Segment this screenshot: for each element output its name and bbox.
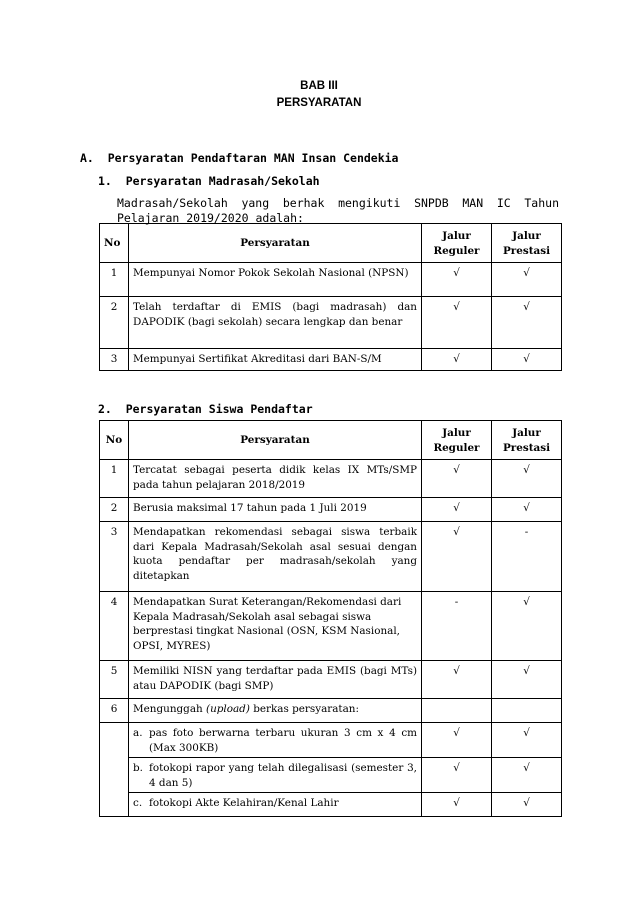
row-regular-mark: √ (422, 498, 492, 522)
section-a-heading: A. Persyaratan Pendaftaran MAN Insan Cendekia (80, 151, 399, 165)
upload-text-pre: Mengunggah (133, 703, 207, 715)
row-regular-mark: √ (422, 723, 492, 758)
header-no: No (100, 224, 129, 263)
row-number: 3 (100, 522, 129, 592)
row-requirement: Telah terdaftar di EMIS (bagi madrasah) dan DAPODIK (bagi sekolah) secara lengkap dan benar (129, 297, 422, 349)
row-requirement: Mempunyai Sertifikat Akreditasi dari BAN-S/M (129, 349, 422, 371)
header-achievement: Jalur Prestasi (492, 421, 562, 460)
table-row (100, 263, 562, 297)
sub-item-row (100, 758, 562, 793)
sub-item (129, 793, 422, 817)
subsection-1-heading: 1. Persyaratan Madrasah/Sekolah (98, 174, 320, 188)
table-row (100, 661, 562, 699)
header-no: No (100, 421, 129, 460)
row-number: 4 (100, 592, 129, 661)
row-number: 2 (100, 297, 129, 349)
row-achievement-mark: √ (492, 758, 562, 793)
table-row (100, 349, 562, 371)
table-row (100, 522, 562, 592)
row-achievement-mark: √ (492, 661, 562, 699)
sub-item-label: a. (133, 727, 143, 739)
row-number: 6 (100, 699, 129, 723)
row-number (100, 723, 129, 758)
row-requirement: Mempunyai Nomor Pokok Sekolah Nasional (NPSN) (129, 263, 422, 297)
header-achievement: Jalur Prestasi (492, 224, 562, 263)
table-row (100, 297, 562, 349)
chapter-title: PERSYARATAN (276, 97, 362, 109)
sub-item-row (100, 793, 562, 817)
table-header-row (100, 224, 562, 263)
sub-item (129, 723, 422, 758)
sub-item-text: fotokopi rapor yang telah dilegalisasi (semester 3, 4 dan 5) (149, 762, 417, 789)
table-row (100, 498, 562, 522)
row-regular-mark: √ (422, 297, 492, 349)
header-regular: Jalur Reguler (422, 224, 492, 263)
row-regular-mark: √ (422, 661, 492, 699)
header-regular: Jalur Reguler (422, 421, 492, 460)
row-requirement: Memiliki NISN yang terdaftar pada EMIS (bagi MTs) atau DAPODIK (bagi SMP) (129, 661, 422, 699)
upload-text-em: (upload) (206, 703, 250, 715)
row-number: 2 (100, 498, 129, 522)
row-requirement: Mendapatkan rekomendasi sebagai siswa terbaik dari Kepala Madrasah/Sekolah asal sesuai dengan kuota pendaftar per madrasah/sekolah yang ditetapkan (129, 522, 422, 592)
sub-item-label: b. (133, 762, 143, 774)
row-achievement-mark: - (492, 522, 562, 592)
row-achievement-mark: √ (492, 460, 562, 498)
row-achievement-mark: √ (492, 498, 562, 522)
row-number (100, 758, 129, 793)
row-regular-mark: - (422, 592, 492, 661)
row-achievement-mark: √ (492, 297, 562, 349)
table-header-row (100, 421, 562, 460)
row-requirement: Tercatat sebagai peserta didik kelas IX MTs/SMP pada tahun pelajaran 2018/2019 (129, 460, 422, 498)
row-number: 1 (100, 263, 129, 297)
row-requirement (129, 699, 422, 723)
row-number: 1 (100, 460, 129, 498)
student-requirements-table (99, 420, 562, 817)
row-achievement-mark: √ (492, 592, 562, 661)
sub-item-label: c. (133, 797, 143, 809)
row-regular-mark (422, 699, 492, 723)
row-regular-mark: √ (422, 349, 492, 371)
row-regular-mark: √ (422, 758, 492, 793)
subsection-1-intro: Madrasah/Sekolah yang berhak mengikuti SNPDB MAN IC Tahun Pelajaran 2019/2020 adalah: (117, 196, 559, 225)
row-achievement-mark: √ (492, 793, 562, 817)
sub-item-text: pas foto berwarna terbaru ukuran 3 cm x 4 cm (Max 300KB) (149, 727, 417, 754)
row-number: 3 (100, 349, 129, 371)
table-row (100, 699, 562, 723)
row-requirement: Mendapatkan Surat Keterangan/Rekomendasi dari Kepala Madrasah/Sekolah asal sebagai siswa berprestasi tingkat Nasional (OSN, KSM Nasional, OPSI, MYRES) (129, 592, 422, 661)
sub-item-row (100, 723, 562, 758)
sub-item (129, 758, 422, 793)
table-row (100, 592, 562, 661)
row-regular-mark: √ (422, 522, 492, 592)
sub-item-text: fotokopi Akte Kelahiran/Kenal Lahir (149, 797, 339, 809)
row-number (100, 793, 129, 817)
row-requirement: Berusia maksimal 17 tahun pada 1 Juli 2019 (129, 498, 422, 522)
row-regular-mark: √ (422, 793, 492, 817)
row-achievement-mark (492, 699, 562, 723)
school-requirements-table (99, 223, 562, 371)
row-number: 5 (100, 661, 129, 699)
chapter-label: BAB III (300, 80, 338, 92)
row-achievement-mark: √ (492, 349, 562, 371)
upload-text-post: berkas persyaratan: (249, 703, 359, 715)
row-regular-mark: √ (422, 263, 492, 297)
header-requirement: Persyaratan (129, 421, 422, 460)
subsection-2-heading: 2. Persyaratan Siswa Pendaftar (98, 402, 313, 416)
row-regular-mark: √ (422, 460, 492, 498)
row-achievement-mark: √ (492, 723, 562, 758)
row-achievement-mark: √ (492, 263, 562, 297)
table-row (100, 460, 562, 498)
header-requirement: Persyaratan (129, 224, 422, 263)
